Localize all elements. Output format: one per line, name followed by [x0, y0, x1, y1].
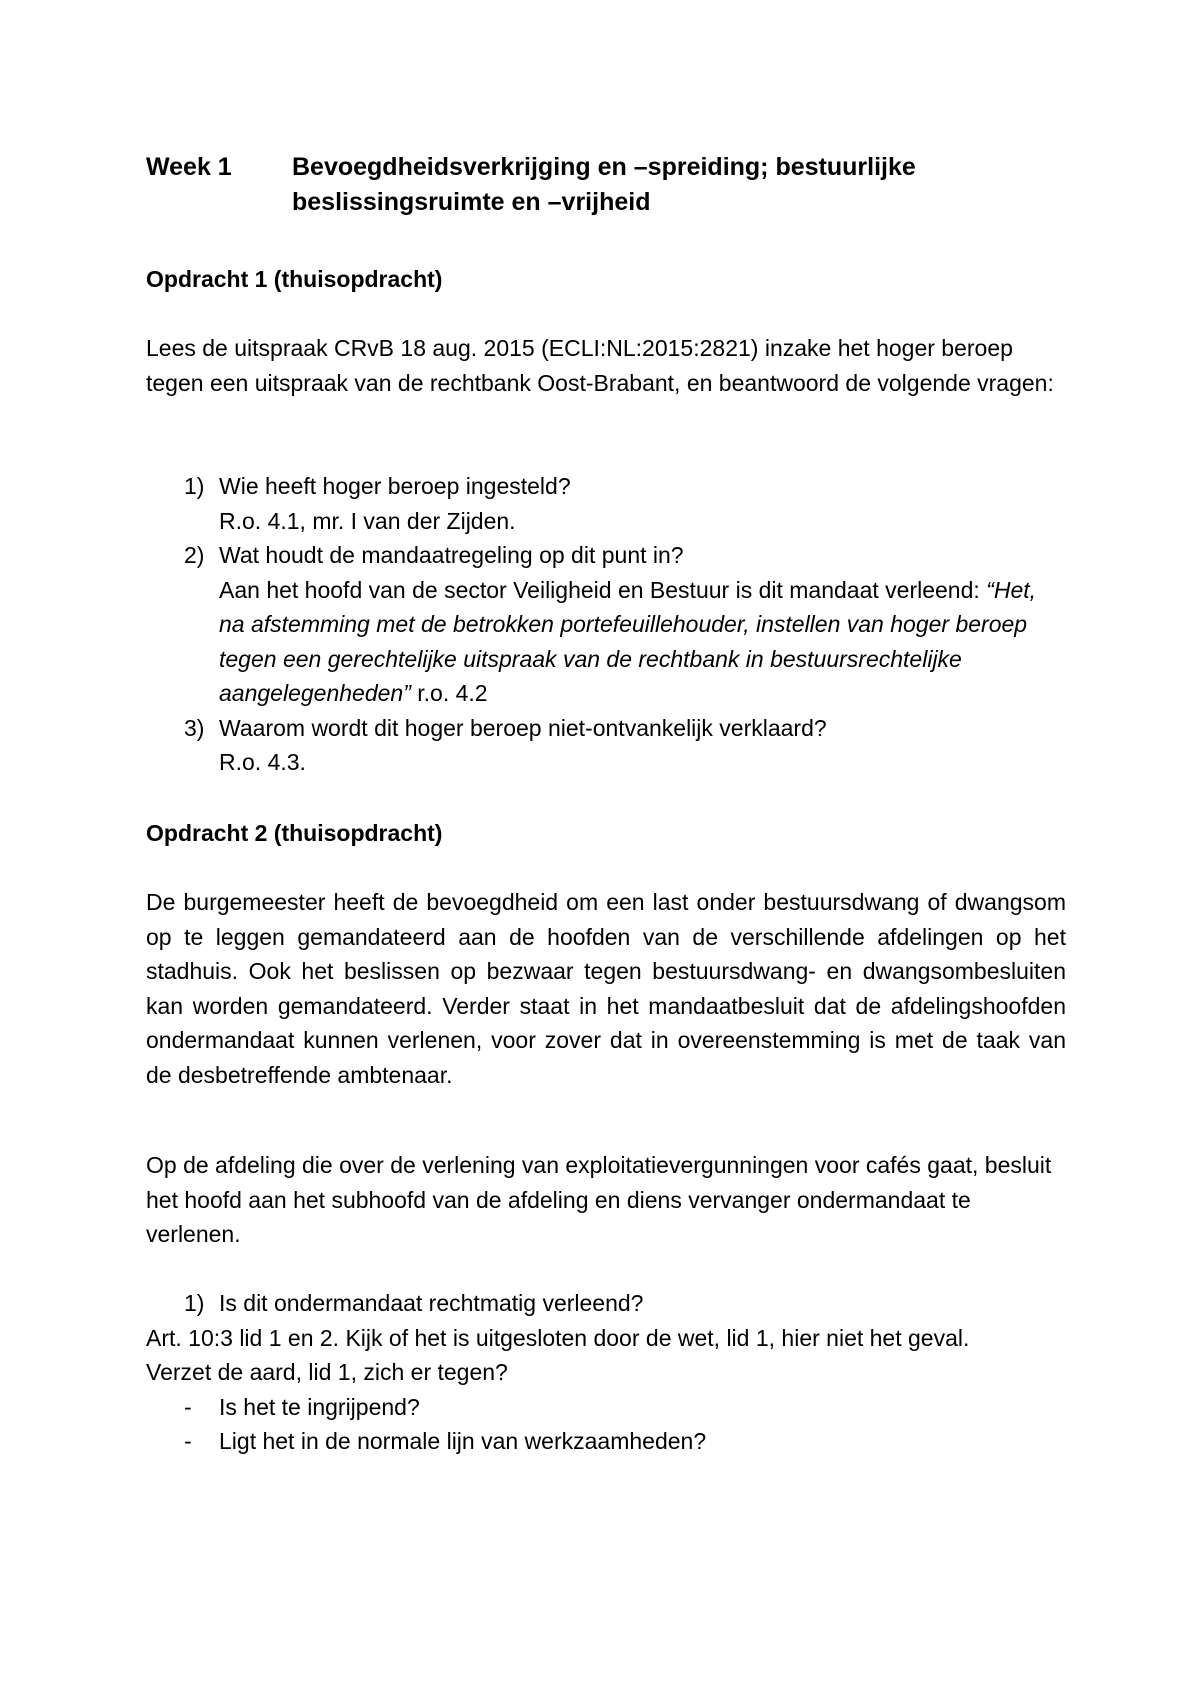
list-item	[146, 1286, 1066, 1321]
question-text: Wat houdt de mandaatregeling op dit punt in?	[219, 542, 684, 568]
opdracht1-intro: Lees de uitspraak CRvB 18 aug. 2015 (ECLI:NL:2015:2821) inzake het hoger beroep tegen een uitspraak van de rechtbank Oost-Brabant, en beantwoord de volgende vragen:	[146, 335, 1054, 396]
answer-quote: “Het, na afstemming met de betrokken portefeuillehouder, instellen van hoger beroep tegen een gerechtelijke uitspraak van de rechtbank in bestuursrechtelijke aangelegenheden”	[219, 576, 1037, 706]
opdracht2-paragraph-2: Op de afdeling die over de verlening van exploitatievergunningen voor cafés gaat, besluit het hoofd aan het subhoofd van de afdeling en diens vervanger ondermandaat te verlenen.	[146, 1152, 1052, 1247]
bullet-item	[146, 1424, 1066, 1459]
opdracht1-question-list	[146, 469, 1066, 780]
bullet-text: Is het te ingrijpend?	[219, 1393, 420, 1420]
question-text: Waarom wordt dit hoger beroep niet-ontvankelijk verklaard?	[219, 714, 827, 741]
answer-reference: r.o. 4.2	[410, 680, 488, 706]
list-number: 1)	[184, 1290, 205, 1316]
list-item	[146, 469, 1066, 504]
list-number: 3)	[184, 714, 205, 741]
question-text: Wie heeft hoger beroep ingesteld?	[219, 473, 571, 499]
opdracht2-paragraph-1: De burgemeester heeft de bevoegdheid om een last onder bestuursdwang of dwangsom op te leggen gemandateerd aan de hoofden van de verschillende afdelingen op het stadhuis. Ook het beslissen op bezwaar tegen bestuursdwang- en dwangsombesluiten kan worden gemandateerd. Verder staat in het mandaatbesluit dat de afdelingshoofden ondermandaat kunnen verlenen, voor zover dat in overeenstemming is met de taak van de desbetreffende ambtenaar.	[146, 889, 1066, 1088]
answer-text: R.o. 4.1, mr. I van der Zijden.	[219, 507, 516, 534]
opdracht2-question-list	[146, 1286, 1066, 1459]
bullet-item	[146, 1390, 1066, 1425]
list-item	[146, 711, 1066, 746]
answer-intro: Aan het hoofd van de sector Veiligheid en Bestuur is dit mandaat verleend:	[219, 576, 987, 603]
answer-text	[146, 573, 1066, 711]
list-number: 2)	[184, 542, 205, 568]
opdracht1-heading: Opdracht 1 (thuisopdracht)	[146, 266, 443, 292]
list-number: 1)	[184, 473, 205, 499]
answer-text: Art. 10:3 lid 1 en 2. Kijk of het is uitgesloten door de wet, lid 1, hier niet het geval.	[146, 1324, 970, 1351]
opdracht2-heading: Opdracht 2 (thuisopdracht)	[146, 820, 443, 846]
answer-text: R.o. 4.3.	[219, 749, 306, 775]
bullet-dash: -	[184, 1428, 192, 1454]
answer-text: Verzet de aard, lid 1, zich er tegen?	[146, 1359, 508, 1385]
bullet-dash: -	[184, 1393, 192, 1420]
page-title: Bevoegdheidsverkrijging en –spreiding; bestuurlijke beslissingsruimte en –vrijheid	[292, 153, 916, 216]
bullet-text: Ligt het in de normale lijn van werkzaamheden?	[219, 1428, 707, 1454]
list-item	[146, 538, 1066, 573]
week-label: Week 1	[146, 153, 232, 181]
question-text: Is dit ondermandaat rechtmatig verleend?	[219, 1290, 644, 1316]
